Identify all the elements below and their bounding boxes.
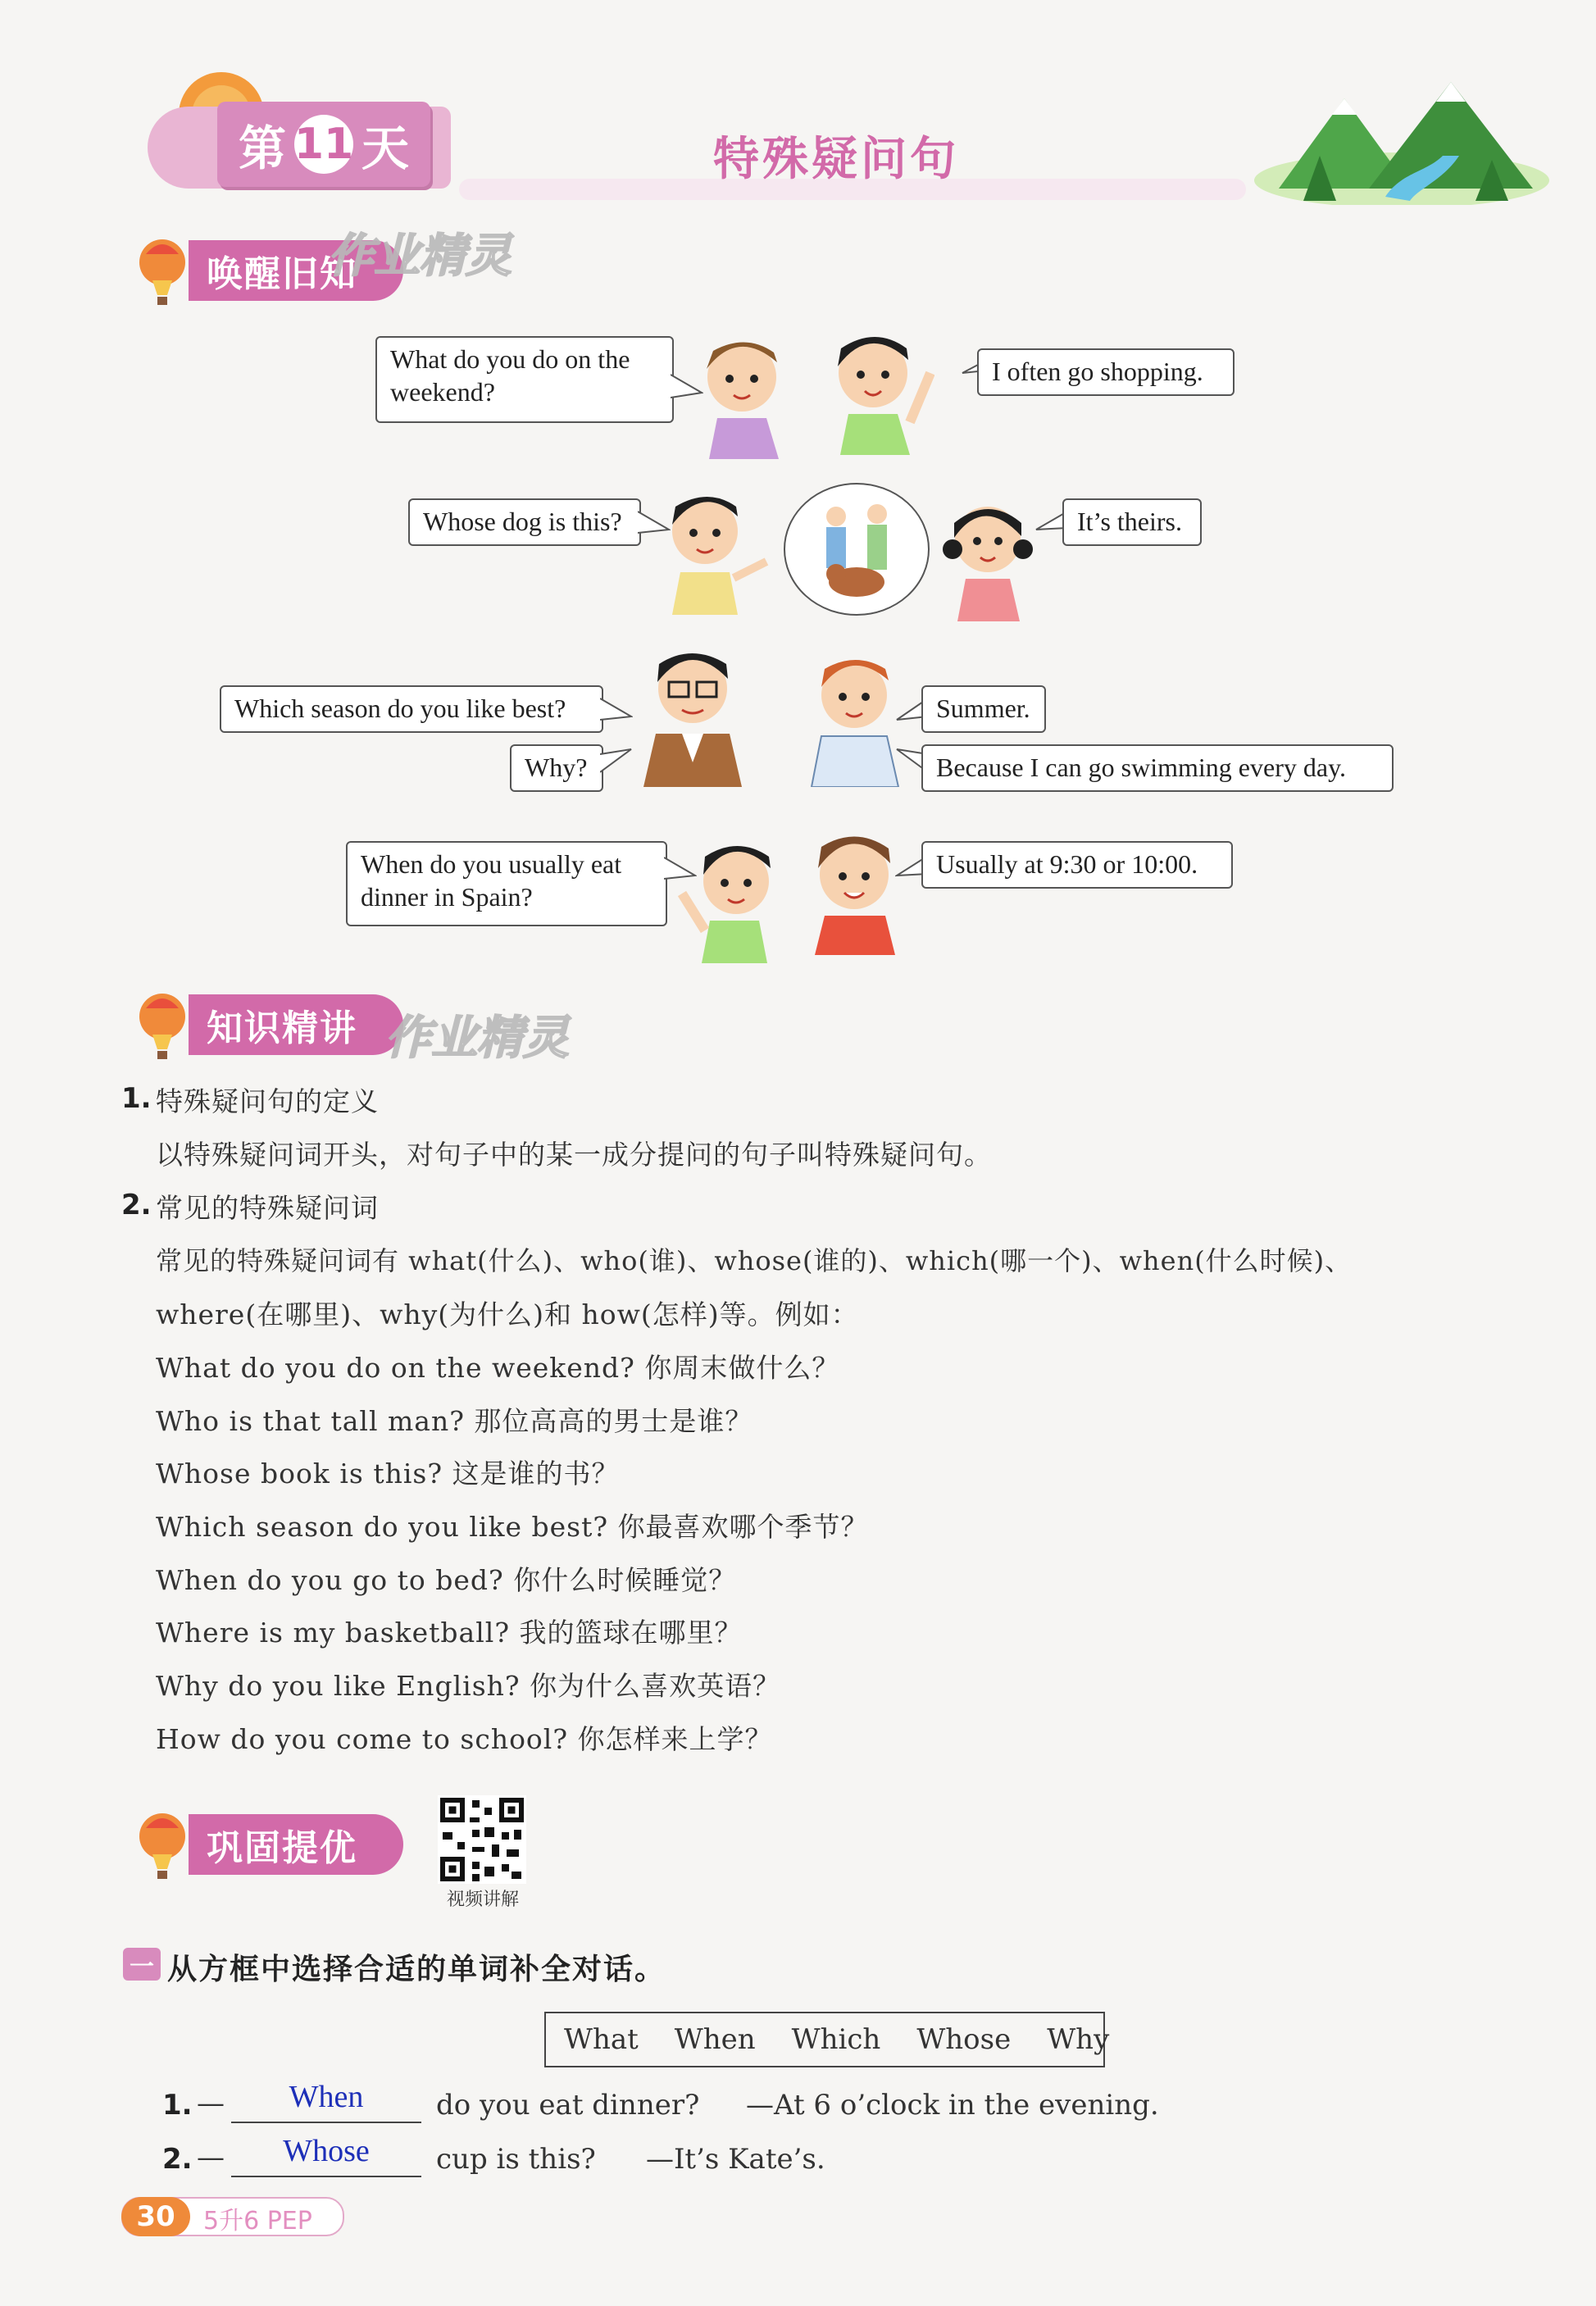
speech-bubble-question: Whose dog is this?: [408, 498, 641, 546]
word-bank-item: When: [674, 2023, 756, 2056]
word-bank-item: Why: [1047, 2023, 1110, 2056]
man-with-glasses-character-icon: [631, 639, 754, 787]
mountain-scenery-icon: [1246, 66, 1549, 205]
watermark: 作业精灵: [328, 230, 512, 283]
speech-bubble-answer: Because I can go swimming every day.: [921, 744, 1394, 792]
qr-code-icon[interactable]: [438, 1795, 526, 1884]
example-sentence: Why do you like English? 你为什么喜欢英语？: [156, 1670, 781, 1702]
example-sentence: What do you do on the weekend? 你周末做什么？: [156, 1352, 840, 1384]
answer-blank[interactable]: When: [231, 2079, 421, 2123]
qr-caption: 视频讲解: [446, 1890, 519, 1910]
section-heading-knowledge: 知识精讲: [189, 994, 403, 1055]
word-bank-item: Which: [791, 2023, 881, 2056]
page-title: 特殊疑问句: [713, 133, 959, 186]
day-badge: [217, 102, 430, 187]
question-text: do you eat dinner?: [436, 2089, 700, 2122]
example-sentence: Who is that tall man? 那位高高的男士是谁？: [156, 1405, 753, 1437]
hot-air-balloon-icon: [136, 238, 189, 312]
speech-bubble-answer: Usually at 9:30 or 10:00.: [921, 841, 1233, 889]
day-number: 11: [294, 115, 353, 174]
question-number: 1.: [162, 2089, 193, 2122]
hot-air-balloon-icon: [136, 1812, 189, 1885]
day-prefix: 第: [238, 121, 286, 176]
day-suffix: 天: [361, 121, 410, 176]
question-dash: —: [197, 2141, 225, 2174]
speech-bubble-question: Which season do you like best?: [220, 685, 603, 733]
speech-bubble-question: Why?: [510, 744, 603, 792]
section-heading-practice: 巩固提优: [189, 1814, 403, 1875]
speech-bubble-question: When do you usually eat dinner in Spain?: [346, 841, 667, 926]
example-sentence: Which season do you like best? 你最喜欢哪个季节？: [156, 1511, 869, 1543]
thought-bubble-family-dog-icon: [779, 480, 934, 619]
exercise-number-icon: 一: [123, 1948, 161, 1981]
question-dash: —: [197, 2087, 225, 2120]
example-sentence: How do you come to school? 你怎样来上学？: [156, 1723, 773, 1755]
watermark: 作业精灵: [385, 1012, 569, 1065]
answer-blank[interactable]: Whose: [231, 2133, 421, 2177]
word-bank-box: [544, 2012, 1110, 2067]
point-body: where(在哪里)、why(为什么)和 how(怎样)等。例如：: [156, 1299, 859, 1330]
boy-waving-character-icon: [820, 324, 934, 455]
reply-text: —It’s Kate’s.: [646, 2143, 825, 2176]
point-number: 2.: [121, 1189, 152, 1221]
boy-character-icon: [689, 328, 803, 459]
point-title: 特殊疑问句的定义: [156, 1085, 379, 1117]
girl-character-icon: [934, 490, 1049, 621]
boy-waving-character-icon: [672, 832, 787, 963]
section-heading-review: 唤醒旧知: [189, 240, 403, 301]
speech-bubble-answer: Summer.: [921, 685, 1046, 733]
speech-bubble-question: What do you do on the weekend?: [375, 336, 674, 423]
point-title: 常见的特殊疑问词: [156, 1192, 379, 1224]
speech-bubble-answer: It’s theirs.: [1062, 498, 1202, 546]
example-sentence: When do you go to bed? 你什么时候睡觉？: [156, 1564, 737, 1596]
point-body: 以特殊疑问词开头，对句子中的某一成分提问的句子叫特殊疑问句。: [156, 1139, 992, 1171]
question-number: 2.: [162, 2143, 193, 2176]
page-number: 30: [121, 2197, 190, 2236]
word-bank-item: What: [564, 2023, 639, 2056]
speech-bubble-answer: I often go shopping.: [977, 348, 1235, 396]
man-character-icon: [803, 648, 910, 787]
spanish-boy-character-icon: [803, 824, 918, 955]
point-number: 1.: [121, 1082, 152, 1115]
bubble-tail: [600, 695, 633, 728]
exercise-instruction: 从方框中选择合适的单词补全对话。: [167, 1953, 666, 1986]
boy-pointing-character-icon: [656, 484, 771, 615]
question-text: cup is this?: [436, 2143, 596, 2176]
example-sentence: Where is my basketball? 我的篮球在哪里？: [156, 1617, 743, 1649]
reply-text: —At 6 o’clock in the evening.: [746, 2089, 1159, 2122]
grade-label: 5升6 PEP: [203, 2207, 312, 2236]
example-sentence: Whose book is this? 这是谁的书？: [156, 1458, 620, 1490]
hot-air-balloon-icon: [136, 992, 189, 1066]
point-body: 常见的特殊疑问词有 what(什么)、who(谁)、whose(谁的)、which(哪一个)、when(什么时候)、: [156, 1245, 1353, 1276]
word-bank-item: Whose: [916, 2023, 1012, 2056]
bubble-tail: [600, 748, 633, 780]
